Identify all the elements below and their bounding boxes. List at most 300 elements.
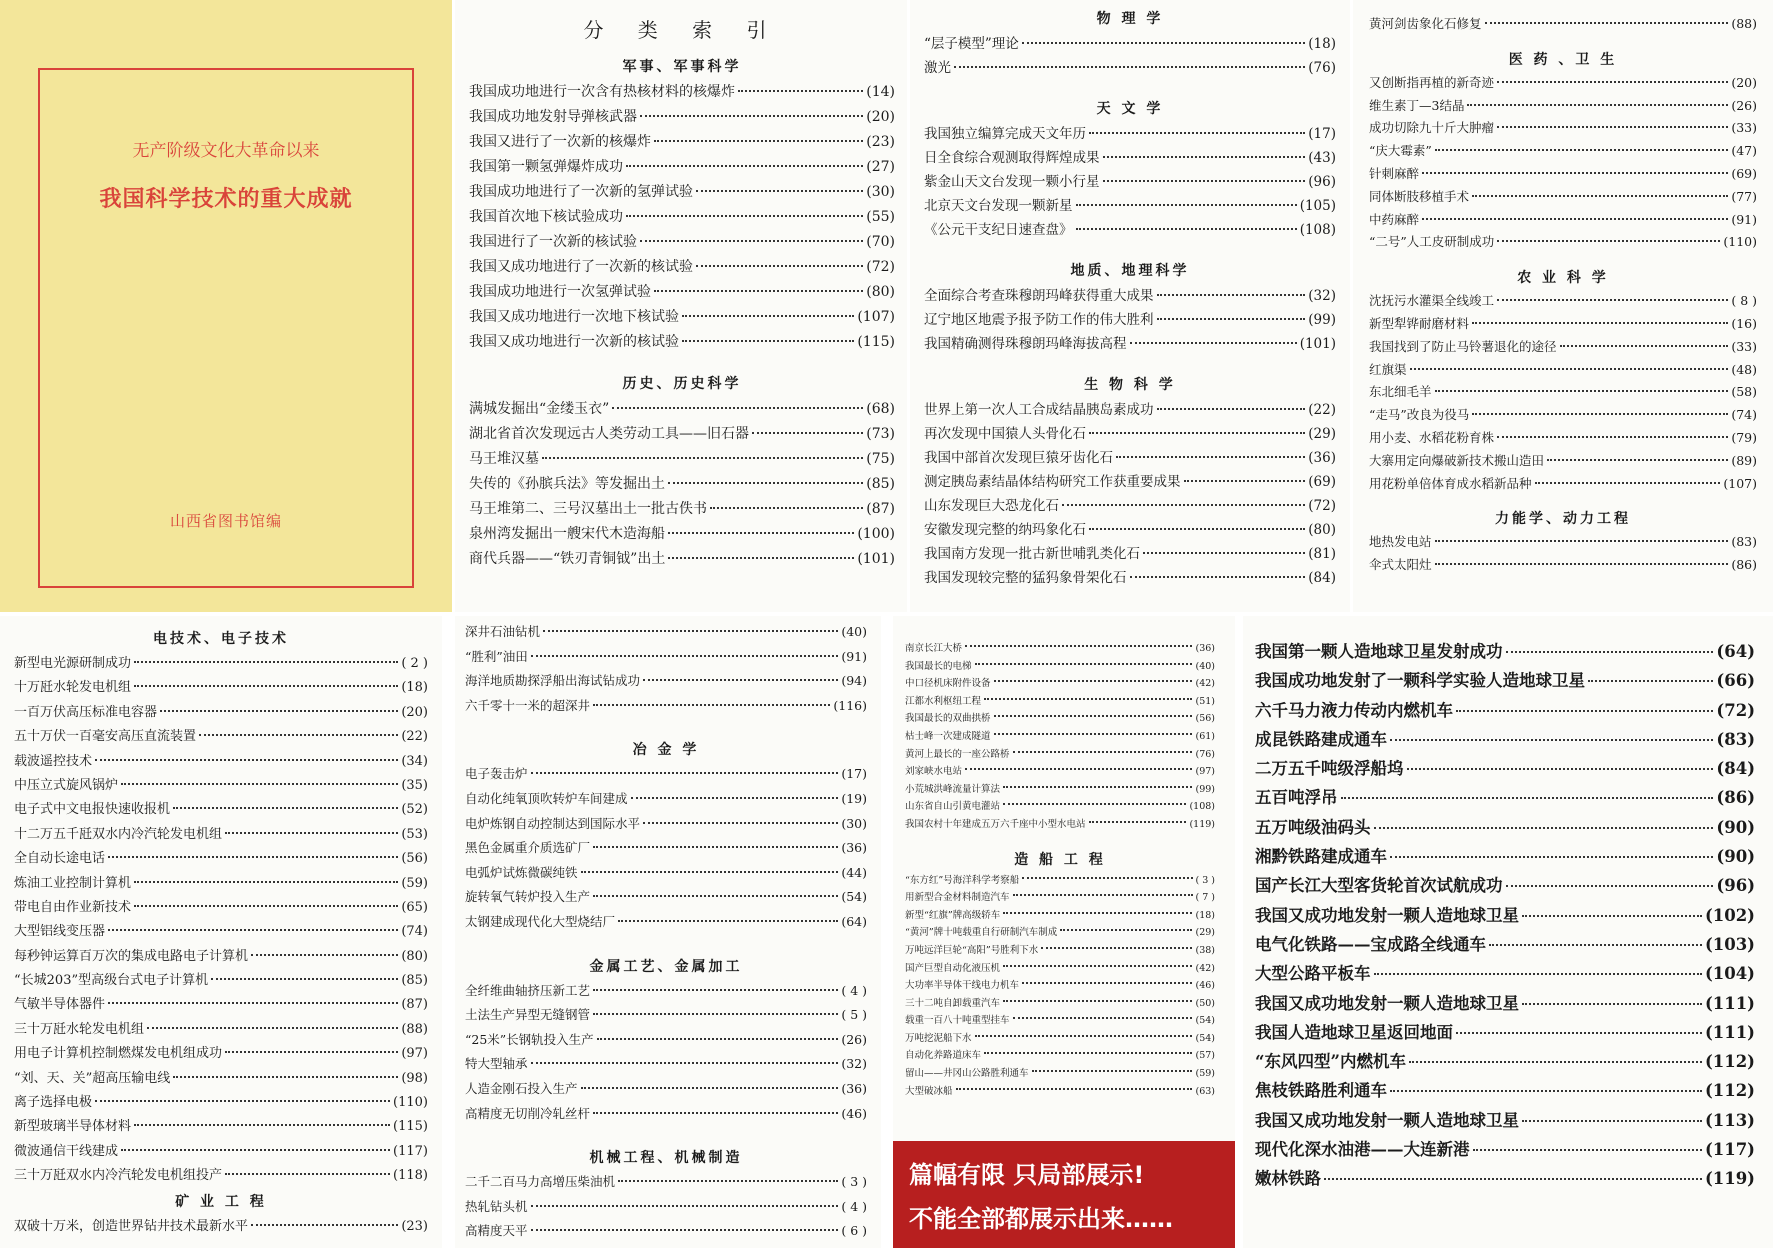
banner-line-2: 不能全部都展示出来…… xyxy=(909,1205,1173,1233)
page-number: (84) xyxy=(1716,759,1755,779)
page-number: (30) xyxy=(841,815,867,831)
notice-banner xyxy=(893,1141,1235,1248)
dot-leader xyxy=(984,1052,1192,1054)
dot-leader xyxy=(612,407,863,409)
dot-leader xyxy=(1013,751,1193,753)
dot-leader xyxy=(1435,149,1729,151)
page-number: (59) xyxy=(401,875,428,891)
page-number: (59) xyxy=(1195,1068,1215,1080)
entry-title: 电气化铁路——宝成路全线通车 xyxy=(1255,934,1486,954)
page-number: ( 3 ) xyxy=(841,1174,867,1190)
section-list xyxy=(924,284,1336,356)
entry-title: 五百吨浮吊 xyxy=(1255,788,1338,808)
entry-title: 留山——井冈山公路胜利通车 xyxy=(905,1068,1029,1080)
index-entry xyxy=(465,838,867,863)
dot-leader xyxy=(1535,482,1721,484)
dot-leader xyxy=(134,881,398,883)
dot-leader xyxy=(1506,651,1714,653)
dot-leader xyxy=(1374,827,1714,829)
dot-leader xyxy=(1130,342,1297,344)
page-number: (89) xyxy=(1731,452,1757,468)
entry-title: 我国成功地进行一次氢弹试验 xyxy=(469,284,651,300)
index-entry xyxy=(1255,1048,1755,1077)
page-number: (72) xyxy=(1716,700,1755,720)
entry-title: 我国人造地球卫星返回地面 xyxy=(1255,1022,1453,1042)
page-number: (18) xyxy=(1308,36,1336,52)
dot-leader xyxy=(531,772,839,774)
index-entry xyxy=(14,847,428,871)
index-entry xyxy=(14,993,428,1017)
entry-title: 用小麦、水稻花粉育株 xyxy=(1369,429,1495,445)
page-number: (80) xyxy=(866,284,895,300)
page-number: (96) xyxy=(1308,174,1336,190)
entry-title: 大型破冰船 xyxy=(905,1085,953,1097)
dot-leader xyxy=(956,1088,1193,1090)
index-page-engineering xyxy=(893,616,1235,1141)
page-number: (68) xyxy=(866,401,895,417)
entry-title: 中口径机床附件设备 xyxy=(905,678,991,690)
page-number: (40) xyxy=(841,624,867,639)
index-entry xyxy=(469,448,895,473)
dot-leader xyxy=(654,290,863,292)
entry-title: 热轧钻头机 xyxy=(465,1198,528,1214)
page-number: (32) xyxy=(1308,288,1336,304)
entry-title: 新型“红旗”牌高级轿车 xyxy=(905,909,1001,921)
dot-leader xyxy=(173,807,398,809)
dot-leader xyxy=(696,265,863,267)
cover-publisher: 山西省图书馆编 xyxy=(169,512,282,530)
dot-leader xyxy=(121,783,398,785)
dot-leader xyxy=(1157,294,1306,296)
section-title: 力能学、动力工程 xyxy=(1495,511,1631,528)
index-entry xyxy=(14,1042,428,1066)
dot-leader xyxy=(108,856,398,858)
dot-leader xyxy=(1103,180,1306,182)
dot-leader xyxy=(597,1038,839,1040)
page-number: (74) xyxy=(1731,407,1757,423)
dot-leader xyxy=(1422,172,1728,174)
dot-leader xyxy=(640,240,863,242)
dot-leader xyxy=(1003,786,1192,788)
page-number: (36) xyxy=(1195,643,1215,654)
entry-title: 六千马力液力传动内燃机车 xyxy=(1255,700,1453,720)
dot-leader xyxy=(1003,912,1192,914)
page-number: (84) xyxy=(1308,570,1336,586)
index-entry xyxy=(14,774,428,798)
dot-leader xyxy=(1390,856,1713,858)
dot-leader xyxy=(1003,965,1192,967)
entry-title: 湘黔铁路建成通车 xyxy=(1255,847,1387,867)
index-entry xyxy=(1369,474,1757,497)
entry-title: 用新型合金材料制造汽车 xyxy=(905,892,1010,904)
panel2-content xyxy=(469,53,895,573)
dot-leader xyxy=(975,663,1193,665)
entry-title: 电炉炼钢自动控制达到国际水平 xyxy=(465,815,641,831)
page-number: (48) xyxy=(1731,361,1757,377)
entry-title: 中药麻醉 xyxy=(1369,211,1420,227)
entry-title: 载波遥控技术 xyxy=(14,753,93,769)
page-number: (76) xyxy=(1195,748,1215,760)
page-number: (91) xyxy=(841,648,867,664)
page-number: (18) xyxy=(1195,909,1215,921)
index-entry xyxy=(1255,990,1755,1019)
entry-title: 焦枝铁路胜利通车 xyxy=(1255,1081,1387,1101)
page-number: (54) xyxy=(1195,1032,1215,1044)
dot-leader xyxy=(1473,1149,1702,1151)
entry-title: 我国又成功地进行一次地下核试验 xyxy=(469,309,679,325)
page-number: (30) xyxy=(866,184,895,200)
page-number: (90) xyxy=(1716,817,1755,837)
index-entry xyxy=(1369,555,1757,578)
dot-leader xyxy=(251,1224,398,1226)
dot-leader xyxy=(593,1013,838,1015)
index-entry xyxy=(1255,843,1755,872)
index-entry xyxy=(1255,784,1755,813)
page-number: (64) xyxy=(1716,642,1755,661)
page-number: (96) xyxy=(1716,876,1755,896)
entry-title: 大功率半导体干线电力机车 xyxy=(905,980,1020,992)
index-entry xyxy=(1369,405,1757,428)
dot-leader xyxy=(618,1180,838,1182)
index-entry xyxy=(469,398,895,423)
page-number: (111) xyxy=(1704,1022,1755,1042)
index-entry xyxy=(905,1065,1215,1083)
entry-title: 辽宁地区地震予报予防工作的伟大胜利 xyxy=(924,312,1154,328)
index-entry xyxy=(14,798,428,822)
entry-title: 我国又成功地进行了一次新的核试验 xyxy=(469,259,693,275)
entry-title: 测定胰岛素结晶体结构研究工作获重要成果 xyxy=(924,474,1181,490)
index-entry xyxy=(924,446,1336,470)
index-entry xyxy=(1369,187,1757,210)
page-number: (101) xyxy=(1299,336,1336,352)
index-entry xyxy=(924,284,1336,308)
entry-title: 我国南方发现一批古新世哺乳类化石 xyxy=(924,546,1140,562)
index-entry xyxy=(905,816,1215,834)
index-entry xyxy=(14,1215,428,1239)
page-number: (16) xyxy=(1731,315,1757,331)
section-list xyxy=(469,398,895,573)
dot-leader xyxy=(618,920,838,922)
page-number: (52) xyxy=(401,802,428,818)
index-entry xyxy=(1255,872,1755,901)
index-entry xyxy=(1255,667,1755,696)
page-number: (17) xyxy=(841,766,867,782)
entry-title: 我国成功地进行了一次新的氢弹试验 xyxy=(469,184,693,200)
dot-leader xyxy=(1324,1178,1702,1180)
entry-title: 现代化深水油港——大连新港 xyxy=(1255,1140,1470,1160)
index-entry xyxy=(465,1221,867,1246)
entry-title: 电子式中文电报快速收报机 xyxy=(14,802,171,818)
index-entry xyxy=(469,106,895,131)
page-number: (115) xyxy=(393,1119,428,1135)
entry-title: 我国最长的双曲拱桥 xyxy=(905,713,991,725)
entry-title: 我国又成功地进行一次新的核试验 xyxy=(469,334,679,350)
page-number: (83) xyxy=(1731,534,1757,550)
entry-title: 带电自由作业新技术 xyxy=(14,899,132,915)
dot-leader xyxy=(1472,322,1728,324)
dot-leader xyxy=(994,680,1193,682)
index-entry xyxy=(1369,141,1757,164)
page-number: (119) xyxy=(1704,1169,1755,1189)
page-number: ( 6 ) xyxy=(841,1223,867,1239)
index-entry xyxy=(1369,73,1757,96)
dot-leader xyxy=(1013,1017,1193,1019)
section-title: 物 理 学 xyxy=(1096,11,1164,27)
page-number: (40) xyxy=(1195,660,1215,672)
page-number: (111) xyxy=(1704,993,1755,1013)
dot-leader xyxy=(1497,240,1720,242)
index-entry xyxy=(1255,1107,1755,1136)
entry-title: 安徽发现完整的纳玛象化石 xyxy=(924,522,1086,538)
index-entry xyxy=(924,146,1336,170)
index-entry xyxy=(905,746,1215,764)
entry-title: 我国成功地进行一次含有热核材料的核爆炸 xyxy=(469,84,735,100)
index-entry xyxy=(924,218,1336,242)
entry-title: 黑色金属重介质选矿厂 xyxy=(465,840,591,856)
index-entry xyxy=(465,1079,867,1104)
index-page-science xyxy=(910,0,1350,612)
entry-title: 二千二百马力高增压柴油机 xyxy=(465,1174,616,1190)
section-list xyxy=(1369,14,1757,37)
index-entry xyxy=(905,872,1215,890)
index-entry xyxy=(469,423,895,448)
section-list xyxy=(905,640,1215,834)
entry-title: “东方红”号海洋科学考察船 xyxy=(905,874,1020,886)
dot-leader xyxy=(593,846,838,848)
dot-leader xyxy=(543,630,838,632)
dot-leader xyxy=(1472,195,1728,197)
index-entry xyxy=(1369,337,1757,360)
index-entry xyxy=(469,548,895,573)
index-entry xyxy=(924,194,1336,218)
page-number: (26) xyxy=(841,1031,867,1047)
panel3-content xyxy=(924,6,1336,590)
dot-leader xyxy=(1456,1032,1702,1034)
entry-title: 日全食综合观测取得辉煌成果 xyxy=(924,150,1100,166)
dot-leader xyxy=(1547,459,1728,461)
dot-leader xyxy=(542,457,863,459)
index-entry xyxy=(905,960,1215,978)
index-entry xyxy=(469,256,895,281)
page-number: (116) xyxy=(833,697,867,713)
entry-title: “长城203”型高级台式电子计算机 xyxy=(14,973,209,989)
dot-leader xyxy=(1103,156,1306,158)
page-number: (99) xyxy=(1195,783,1215,795)
dot-leader xyxy=(95,1100,390,1102)
page-number: (33) xyxy=(1731,120,1757,136)
entry-title: 我国独立编算完成天文年历 xyxy=(924,126,1086,142)
dot-leader xyxy=(1588,680,1713,682)
index-entry xyxy=(905,781,1215,799)
dot-leader xyxy=(696,190,863,192)
dot-leader xyxy=(1489,944,1702,946)
entry-title: “刘、天、关”超高压输电线 xyxy=(14,1070,171,1086)
section-list xyxy=(924,398,1336,590)
page-number: (56) xyxy=(401,851,428,867)
index-entry xyxy=(924,122,1336,146)
entry-title: 自动化养路道床车 xyxy=(905,1050,982,1062)
section-list xyxy=(905,872,1215,1101)
entry-title: 大寨用定向爆破新技术搬山造田 xyxy=(1369,452,1545,468)
banner-line-1: 篇幅有限 只局部展示! xyxy=(909,1161,1145,1189)
dot-leader xyxy=(1506,885,1714,887)
entry-title: 我国又成功地发射一颗人造地球卫星 xyxy=(1255,1110,1519,1130)
index-entry xyxy=(469,498,895,523)
page-number: (63) xyxy=(1195,1085,1215,1097)
page-number: (20) xyxy=(866,109,895,125)
page-number: (54) xyxy=(1195,1015,1215,1027)
entry-title: 微波通信干线建成 xyxy=(14,1143,119,1159)
page-number: (99) xyxy=(1308,312,1336,328)
page-number: (22) xyxy=(1308,402,1336,418)
entry-title: 地热发电站 xyxy=(1369,534,1432,550)
dot-leader xyxy=(531,1229,839,1231)
index-entry xyxy=(924,308,1336,332)
section-title: 生 物 科 学 xyxy=(1084,377,1176,393)
index-entry xyxy=(1369,291,1757,314)
page-number: (85) xyxy=(866,476,895,492)
section-list xyxy=(465,764,867,936)
page-number: (18) xyxy=(401,680,428,696)
dot-leader xyxy=(682,340,854,342)
page-number: (23) xyxy=(866,134,895,150)
entry-title: 电弧炉试炼微碳纯铁 xyxy=(465,864,578,880)
index-entry xyxy=(905,995,1215,1013)
dot-leader xyxy=(1022,877,1192,879)
dot-leader xyxy=(1497,81,1728,83)
section-title: 医 药 、卫 生 xyxy=(1508,51,1618,68)
entry-title: 新型玻璃半导体材料 xyxy=(14,1119,132,1135)
page-number: (23) xyxy=(401,1218,428,1234)
entry-title: 太钢建成现代化大型烧结厂 xyxy=(465,913,616,929)
entry-title: 伞式太阳灶 xyxy=(1369,557,1432,573)
entry-title: 我国成功地发射导弹核武器 xyxy=(469,109,637,125)
entry-title: 全自动长途电话 xyxy=(14,851,106,867)
index-entry xyxy=(1255,960,1755,989)
entry-title: 北京天文台发现一颗新星 xyxy=(924,198,1073,214)
page-number: (117) xyxy=(1704,1140,1755,1160)
index-entry xyxy=(905,1083,1215,1101)
entry-title: 激光 xyxy=(924,60,951,76)
index-entry xyxy=(905,658,1215,676)
index-entry xyxy=(1369,118,1757,141)
index-entry xyxy=(1369,210,1757,233)
index-entry xyxy=(905,640,1215,658)
page-number: (75) xyxy=(866,451,895,467)
page-number: (64) xyxy=(841,913,867,929)
dot-leader xyxy=(1410,368,1729,370)
index-page-electronics xyxy=(0,616,442,1248)
entry-title: 三十二吨自卸载重汽车 xyxy=(905,997,1001,1009)
entry-title: 我国发现较完整的猛犸象骨架化石 xyxy=(924,570,1127,586)
page-number: (42) xyxy=(1195,962,1215,974)
page-number: (101) xyxy=(857,551,895,567)
entry-title: “25米”长钢轨投入生产 xyxy=(465,1031,594,1047)
page-number: (80) xyxy=(1308,522,1336,538)
index-entry xyxy=(469,156,895,181)
index-entry xyxy=(924,566,1336,590)
dot-leader xyxy=(994,733,1193,735)
entry-title: 电子轰击炉 xyxy=(465,766,528,782)
dot-leader xyxy=(121,1149,390,1151)
entry-title: 红旗渠 xyxy=(1369,361,1407,377)
index-entry xyxy=(14,1091,428,1115)
page-number: (118) xyxy=(393,1168,428,1184)
index-page-medicine-agriculture xyxy=(1353,0,1773,612)
page-number: (100) xyxy=(857,526,895,542)
dot-leader xyxy=(1435,390,1729,392)
page-number: (34) xyxy=(401,753,428,769)
page-number: ( 8 ) xyxy=(1731,293,1757,309)
entry-title: 马王堆汉墓 xyxy=(469,451,539,467)
index-entry xyxy=(14,652,428,676)
dot-leader xyxy=(710,507,863,509)
dot-leader xyxy=(108,929,398,931)
panel7-content xyxy=(905,640,1215,1100)
entry-title: 六千零十一米的超深井 xyxy=(465,697,591,713)
entry-title: 我国又成功地发射一颗人造地球卫星 xyxy=(1255,993,1519,1013)
dot-leader xyxy=(1157,318,1306,320)
index-entry xyxy=(905,924,1215,942)
section-list xyxy=(469,81,895,356)
entry-title: 十万瓩水轮发电机组 xyxy=(14,680,132,696)
dot-leader xyxy=(134,661,398,663)
index-entry xyxy=(465,912,867,937)
dot-leader xyxy=(225,832,398,834)
index-entry xyxy=(14,1067,428,1091)
page-number: (56) xyxy=(1195,713,1215,725)
dot-leader xyxy=(631,797,839,799)
dot-leader xyxy=(1003,1000,1192,1002)
index-page-title: 分 类 索 引 xyxy=(583,18,781,42)
page-number: (77) xyxy=(1731,188,1757,204)
index-entry xyxy=(469,523,895,548)
dot-leader xyxy=(225,1173,390,1175)
entry-title: 每秒钟运算百万次的集成电路电子计算机 xyxy=(14,948,249,964)
page-number: ( 2 ) xyxy=(401,656,428,671)
page-number: (112) xyxy=(1704,1081,1755,1101)
entry-title: 一百万伏高压标准电容器 xyxy=(14,704,158,720)
dot-leader xyxy=(668,482,863,484)
page-number: (36) xyxy=(1308,450,1336,466)
entry-title: “东风四型”内燃机车 xyxy=(1255,1052,1406,1072)
index-entry xyxy=(905,798,1215,816)
page-number: (27) xyxy=(866,159,895,175)
page-number: (110) xyxy=(393,1095,428,1111)
index-entry xyxy=(465,764,867,789)
entry-title: 成功切除九十斤大肿瘤 xyxy=(1369,120,1495,136)
index-entry xyxy=(1369,96,1757,119)
dot-leader xyxy=(134,1124,390,1126)
entry-title: 国产长江大型客货轮首次试航成功 xyxy=(1255,876,1503,896)
cover-pretitle: 无产阶级文化大革命以来 xyxy=(132,141,320,161)
dot-leader xyxy=(668,532,854,534)
page-number: ( 5 ) xyxy=(841,1007,867,1023)
dot-leader xyxy=(1522,1120,1702,1122)
entry-title: 黄河剑齿象化石修复 xyxy=(1369,16,1482,31)
page-number: (50) xyxy=(1195,997,1215,1009)
entry-title: 满城发掘出“金缕玉衣” xyxy=(469,401,610,417)
index-entry xyxy=(465,863,867,888)
page-number: (107) xyxy=(857,309,895,325)
index-entry xyxy=(469,131,895,156)
section-list xyxy=(924,32,1336,80)
index-entry xyxy=(1369,532,1757,555)
dot-leader xyxy=(1435,540,1729,542)
entry-title: “胜利”油田 xyxy=(465,648,528,664)
dot-leader xyxy=(1062,504,1305,506)
dot-leader xyxy=(984,698,1192,700)
